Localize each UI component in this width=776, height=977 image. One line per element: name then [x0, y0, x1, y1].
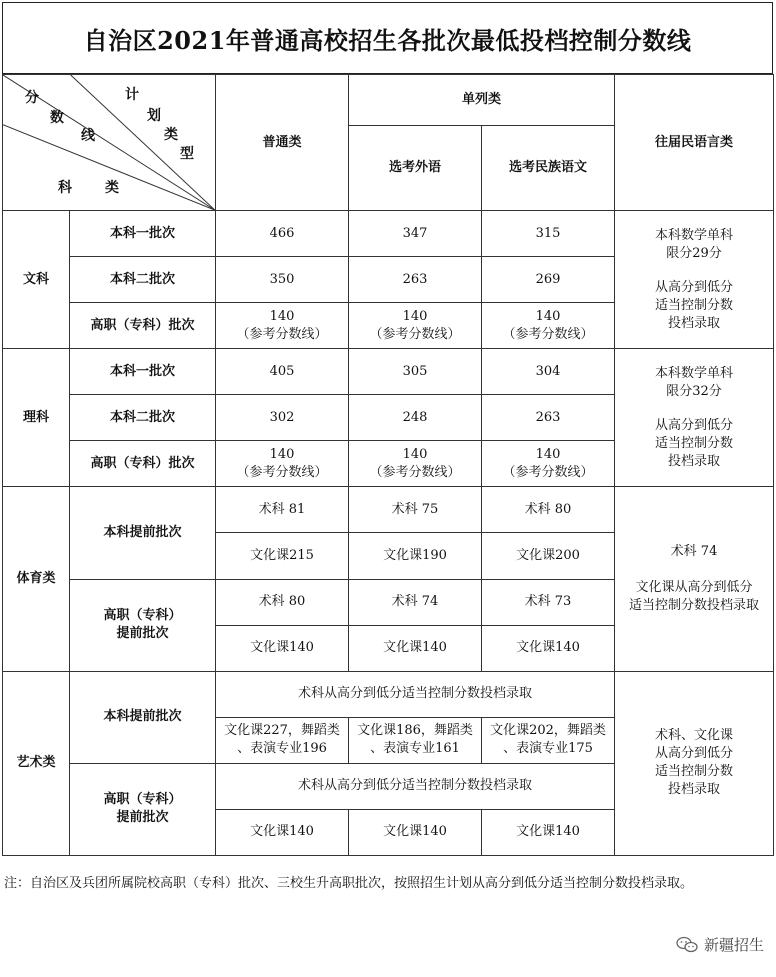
header-wangjie: 往届民语言类 [615, 75, 774, 211]
score-cell: 文化课140 [482, 625, 615, 671]
score-cell: 140 （参考分数线） [482, 303, 615, 349]
score-cell: 263 [349, 257, 482, 303]
score-cell: 248 [349, 395, 482, 441]
score-cell-merged: 术科从高分到低分适当控制分数投档录取 [216, 671, 615, 717]
corner-label-ji: 计 [125, 87, 139, 103]
note-line: 限分29分 [666, 245, 722, 261]
note-line: 适当控制分数 [655, 764, 734, 780]
note-line: 术科、文化课 [655, 728, 734, 744]
header-waiyu: 选考外语 [349, 126, 482, 211]
score-cell: 140 （参考分数线） [482, 441, 615, 487]
score-cell: 140 （参考分数线） [349, 303, 482, 349]
note-line: 文化课从高分到低分 [635, 580, 753, 596]
score-table [2, 74, 774, 856]
note-cell-wenke [615, 211, 774, 349]
header-putong: 普通类 [216, 75, 349, 211]
score-cell: 269 [482, 257, 615, 303]
category-wenke: 文科 [3, 211, 70, 349]
score-cell: 405 [216, 349, 349, 395]
page-title: 自治区2021年普通高校招生各批次最低投档控制分数线 [2, 2, 773, 74]
brand-name: 新疆招生 [703, 936, 764, 954]
batch-name: 本科一批次 [70, 211, 216, 257]
brand-watermark [676, 934, 764, 955]
score-cell: 文化课140 [482, 809, 615, 855]
corner-label-lei: 类 [164, 127, 178, 143]
score-cell: 文化课140 [349, 809, 482, 855]
score-cell: 347 [349, 211, 482, 257]
score-cell: 文化课140 [216, 625, 349, 671]
note-line: 从高分到低分 [655, 417, 734, 433]
score-cell: 304 [482, 349, 615, 395]
score-cell: 文化课140 [216, 809, 349, 855]
batch-name: 高职（专科）批次 [70, 441, 216, 487]
score-cell: 文化课140 [349, 625, 482, 671]
score-cell: 文化课202，舞蹈类 、表演专业175 [482, 717, 615, 763]
corner-label-xing: 型 [180, 146, 194, 162]
score-cell: 140 （参考分数线） [216, 441, 349, 487]
note-line: 从高分到低分 [655, 746, 734, 762]
batch-name: 高职（专科） 提前批次 [70, 579, 216, 671]
category-yishu: 艺术类 [3, 671, 70, 855]
corner-label-ke: 科 [58, 180, 72, 196]
score-cell-merged: 术科从高分到低分适当控制分数投档录取 [216, 763, 615, 809]
score-cell: 术科 80 [216, 579, 349, 625]
batch-name: 本科二批次 [70, 395, 216, 441]
batch-name: 高职（专科）批次 [70, 303, 216, 349]
note-cell-like [615, 349, 774, 487]
score-cell: 术科 81 [216, 487, 349, 533]
score-cell: 文化课190 [349, 533, 482, 579]
score-cell: 140 （参考分数线） [216, 303, 349, 349]
corner-label-fen: 分 [25, 90, 39, 106]
batch-name: 本科一批次 [70, 349, 216, 395]
batch-name: 本科提前批次 [70, 487, 216, 579]
note-line: 术科 74 [670, 544, 718, 560]
corner-label-shu: 数 [50, 110, 64, 126]
corner-label-xian: 线 [81, 128, 95, 144]
header-minzu: 选考民族语文 [482, 126, 615, 211]
score-cell: 263 [482, 395, 615, 441]
note-line: 从高分到低分 [655, 279, 734, 295]
score-cell: 文化课186，舞蹈类 、表演专业161 [349, 717, 482, 763]
score-cell: 315 [482, 211, 615, 257]
score-cell: 术科 80 [482, 487, 615, 533]
note-cell-yishu [615, 671, 774, 855]
score-cell: 466 [216, 211, 349, 257]
note-cell-tiyu [615, 487, 774, 671]
category-like: 理科 [3, 349, 70, 487]
note-line: 适当控制分数投档录取 [629, 598, 760, 614]
batch-name: 高职（专科） 提前批次 [70, 763, 216, 855]
batch-name: 本科二批次 [70, 257, 216, 303]
batch-name: 本科提前批次 [70, 671, 216, 763]
note-line: 投档录取 [668, 315, 721, 331]
note-line: 适当控制分数 [655, 297, 734, 313]
header-danlie: 单列类 [349, 75, 615, 126]
corner-label-lei2: 类 [105, 180, 119, 196]
score-cell: 140 （参考分数线） [349, 441, 482, 487]
footnote: 注：自治区及兵团所属院校高职（专科）批次、三校生升高职批次，按照招生计划从高分到低分适当控制分数投档录取。 [4, 876, 694, 891]
score-cell: 术科 73 [482, 579, 615, 625]
score-cell: 文化课200 [482, 533, 615, 579]
note-line: 投档录取 [668, 782, 721, 798]
note-line: 投档录取 [668, 453, 721, 469]
wechat-icon [676, 936, 698, 954]
score-cell: 350 [216, 257, 349, 303]
note-line: 限分32分 [666, 383, 722, 399]
note-line: 本科数学单科 [655, 365, 734, 381]
note-line: 本科数学单科 [655, 227, 734, 243]
score-cell: 302 [216, 395, 349, 441]
corner-label-hua: 划 [147, 108, 161, 124]
corner-header-cell [3, 75, 216, 211]
score-cell: 文化课227，舞蹈类 、表演专业196 [216, 717, 349, 763]
score-cell: 术科 75 [349, 487, 482, 533]
score-cell: 文化课215 [216, 533, 349, 579]
note-line: 适当控制分数 [655, 435, 734, 451]
score-cell: 305 [349, 349, 482, 395]
category-tiyu: 体育类 [3, 487, 70, 671]
score-cell: 术科 74 [349, 579, 482, 625]
